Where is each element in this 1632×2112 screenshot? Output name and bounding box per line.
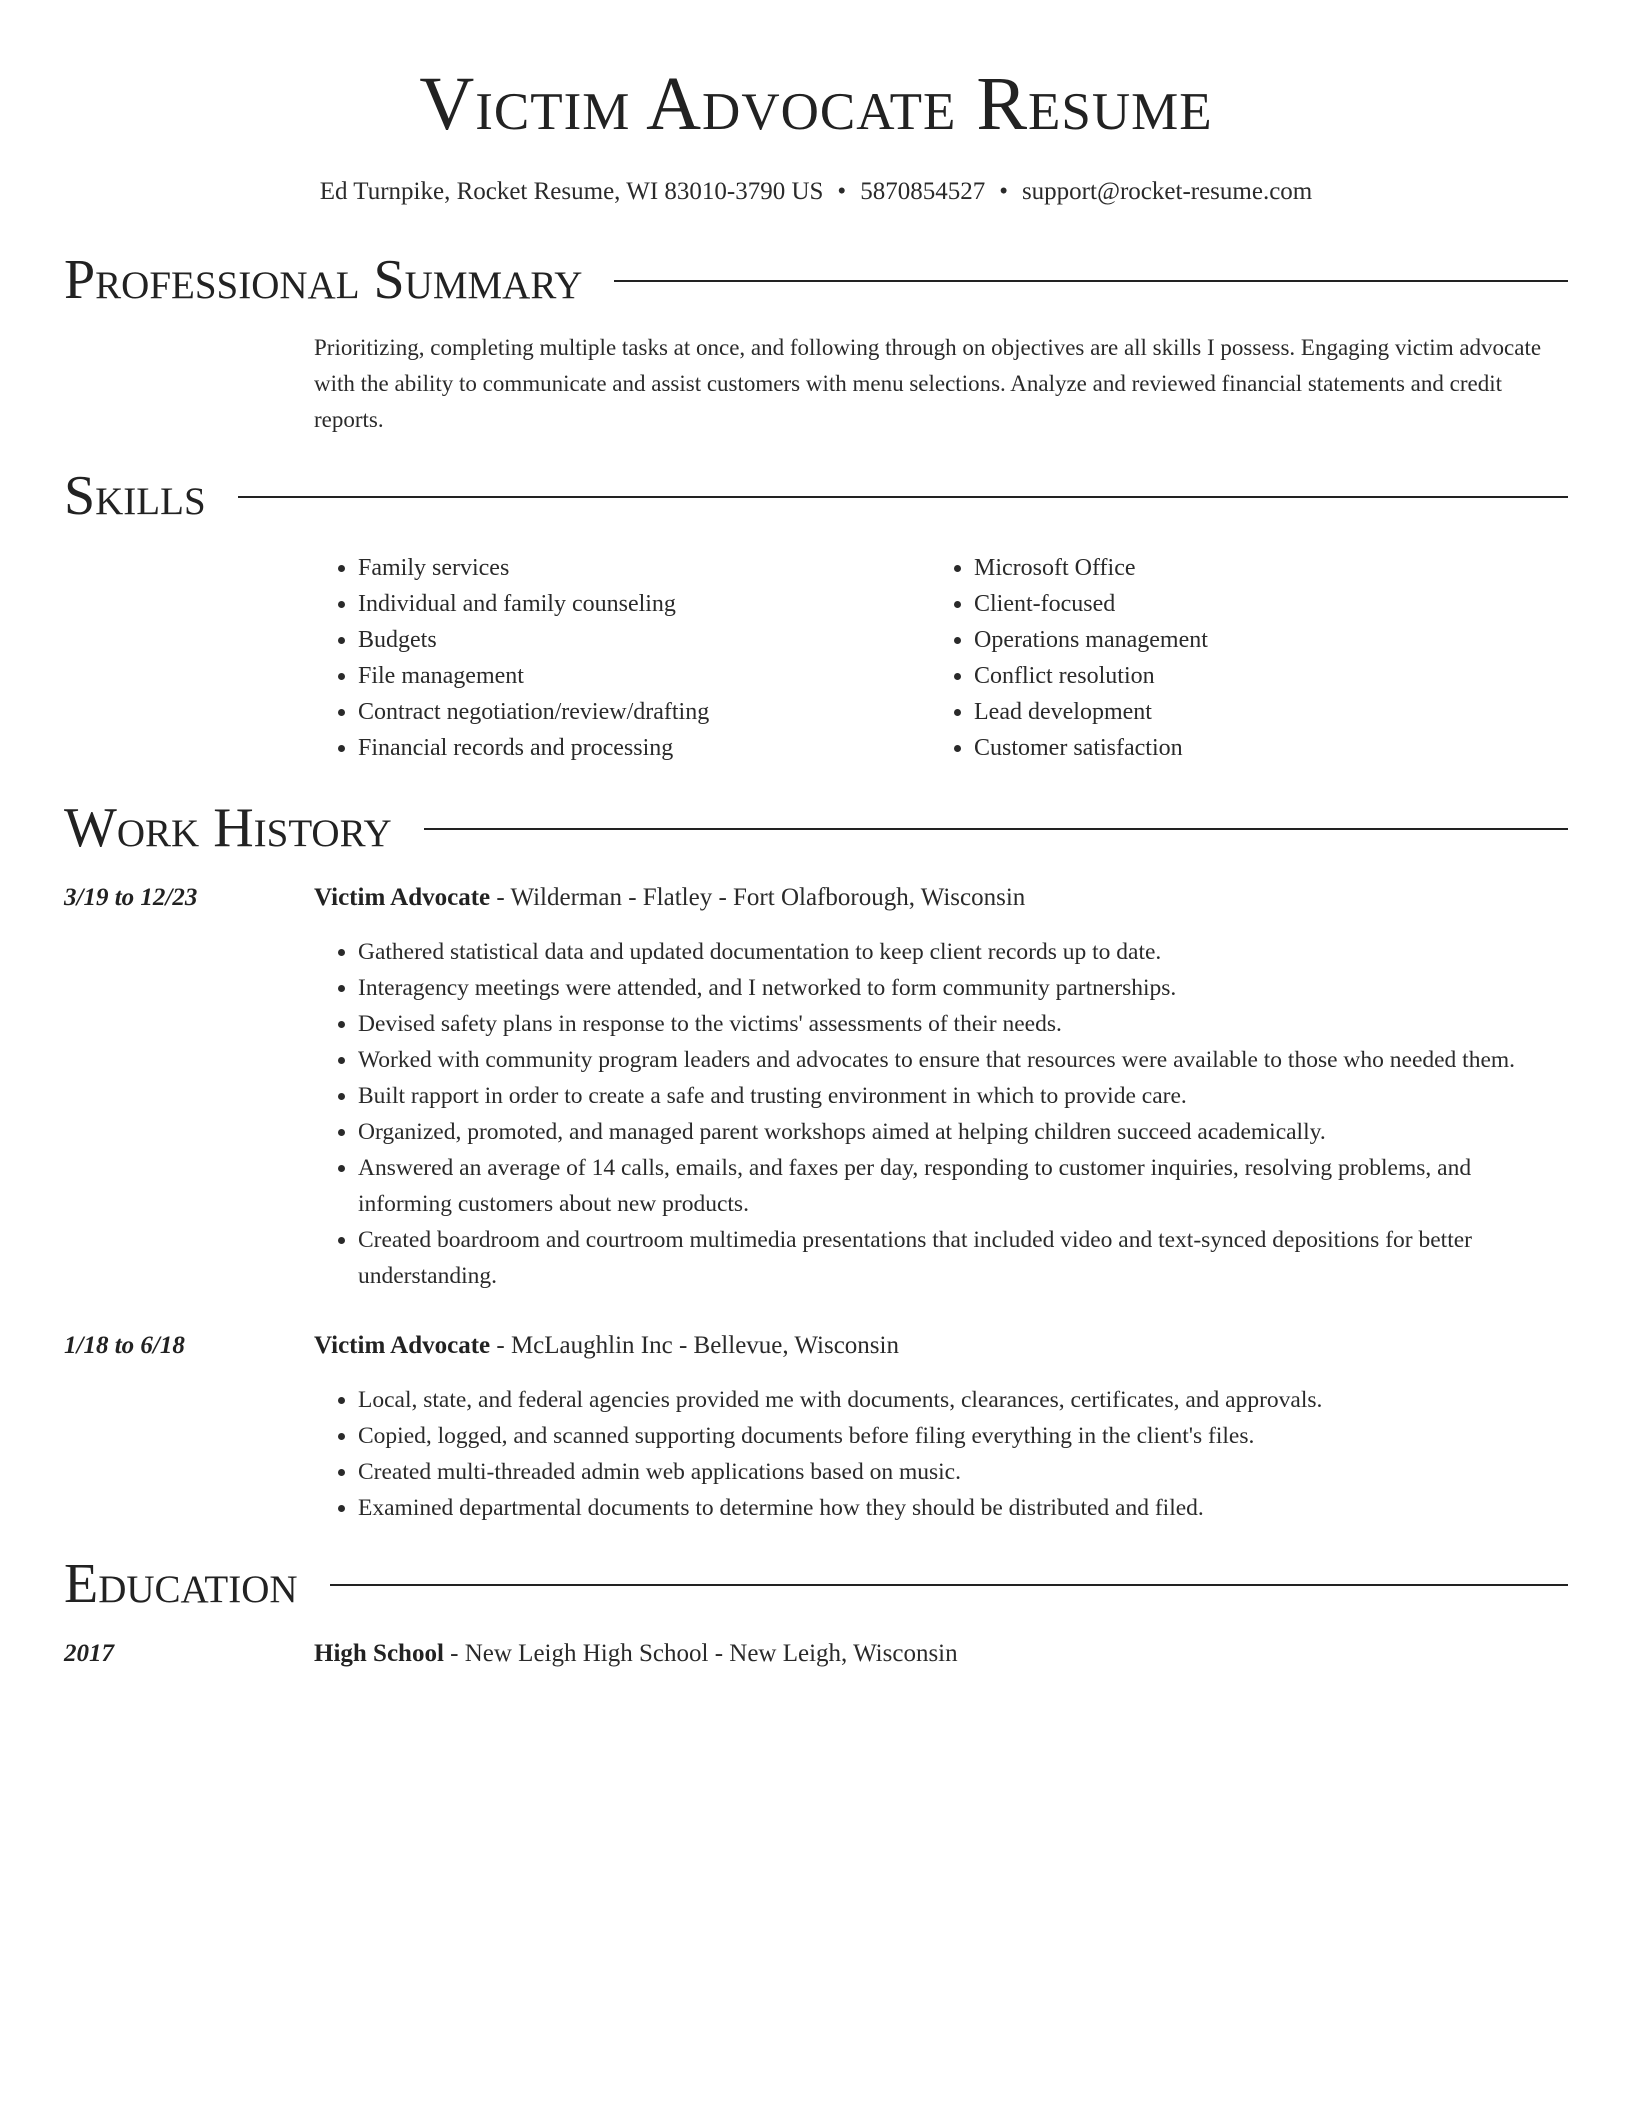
education-heading: Education xyxy=(64,1553,298,1615)
job-heading xyxy=(314,880,1568,916)
summary-section-header xyxy=(64,248,1568,312)
job-bullet: • Answered an average of 14 calls, emails, and faxes per day, responding to customer inquiries, resolving problems, and informing customers about new products. xyxy=(358,1150,1568,1222)
skill-item: • Operations management xyxy=(974,622,1546,658)
skill-item: • Customer satisfaction xyxy=(974,730,1546,766)
job-bullet: • Copied, logged, and scanned supporting documents before filing everything in the client's files. xyxy=(358,1418,1568,1454)
contact-phone: 5870854527 xyxy=(860,178,986,205)
contact-line xyxy=(64,176,1568,208)
summary-heading: Professional Summary xyxy=(64,249,583,311)
skills-column-right xyxy=(930,550,1546,766)
skill-item: • Contract negotiation/review/drafting xyxy=(358,694,930,730)
job-bullet: • Devised safety plans in response to the victims' assessments of their needs. xyxy=(358,1006,1568,1042)
job-heading xyxy=(314,1328,1568,1364)
contact-email: support@rocket-resume.com xyxy=(1021,178,1313,205)
skill-item: • Individual and family counseling xyxy=(358,586,930,622)
job-bullets xyxy=(314,1382,1568,1526)
section-divider xyxy=(424,828,1568,830)
summary-text: Prioritizing, completing multiple tasks at once, and following through on objectives are all skills I possess. Engaging victim advocate with the ability to communicate and assist customers with menu selections. Analyze and reviewed financial statements and credit reports. xyxy=(314,335,1542,432)
job-bullet: • Built rapport in order to create a safe and trusting environment in which to provide care. xyxy=(358,1078,1568,1114)
section-divider xyxy=(614,280,1568,282)
job-entry xyxy=(64,880,1568,1294)
job-title: Victim Advocate xyxy=(314,884,491,911)
skill-item: • Lead development xyxy=(974,694,1546,730)
skills-heading: Skills xyxy=(64,465,206,527)
job-employer: - McLaughlin Inc - Bellevue, Wisconsin xyxy=(490,1332,899,1359)
education-year: 2017 xyxy=(64,1640,114,1667)
contact-separator: • xyxy=(999,178,1008,205)
skill-item: • Microsoft Office xyxy=(974,550,1546,586)
skill-item: • Conflict resolution xyxy=(974,658,1546,694)
contact-address: Ed Turnpike, Rocket Resume, WI 83010-3790 US xyxy=(319,178,824,205)
job-bullet: • Interagency meetings were attended, and I networked to form community partnerships. xyxy=(358,970,1568,1006)
job-details xyxy=(314,880,1568,1294)
work-section-header xyxy=(64,796,1568,860)
job-entry xyxy=(64,1328,1568,1526)
skill-item: • Budgets xyxy=(358,622,930,658)
resume-title: Victim Advocate Resume xyxy=(419,62,1213,146)
education-school: - New Leigh High School - New Leigh, Wisconsin xyxy=(443,1640,958,1667)
work-heading: Work History xyxy=(64,797,392,859)
job-details xyxy=(314,1328,1568,1526)
education-degree: High School xyxy=(314,1640,444,1667)
skill-item: • Family services xyxy=(358,550,930,586)
skill-item: • File management xyxy=(358,658,930,694)
job-dates: 1/18 to 6/18 xyxy=(64,1332,185,1359)
skill-item: • Client-focused xyxy=(974,586,1546,622)
section-divider xyxy=(330,1584,1568,1586)
skills-column-left xyxy=(314,550,930,766)
education-entry xyxy=(64,1636,1568,1672)
job-bullet: • Examined departmental documents to determine how they should be distributed and filed. xyxy=(358,1490,1568,1526)
job-employer: - Wilderman - Flatley - Fort Olafborough, Wisconsin xyxy=(490,884,1026,911)
job-bullet: • Created multi-threaded admin web applications based on music. xyxy=(358,1454,1568,1490)
job-bullet: • Gathered statistical data and updated documentation to keep client records up to date. xyxy=(358,934,1568,970)
education-heading-line xyxy=(314,1636,1568,1672)
job-bullets xyxy=(314,934,1568,1294)
skill-item: • Financial records and processing xyxy=(358,730,930,766)
job-bullet: • Local, state, and federal agencies provided me with documents, clearances, certificates, and approvals. xyxy=(358,1382,1568,1418)
job-bullet: • Created boardroom and courtroom multimedia presentations that included video and text-synced depositions for better understanding. xyxy=(358,1222,1568,1294)
job-title: Victim Advocate xyxy=(314,1332,491,1359)
job-bullet: • Worked with community program leaders and advocates to ensure that resources were available to those who needed them. xyxy=(358,1042,1568,1078)
skills-section-header xyxy=(64,464,1568,528)
section-divider xyxy=(238,496,1568,498)
education-section-header xyxy=(64,1552,1568,1616)
education-details xyxy=(314,1636,1568,1672)
skills-list xyxy=(314,550,1568,766)
contact-separator: • xyxy=(837,178,847,205)
job-bullet: • Organized, promoted, and managed parent workshops aimed at helping children succeed academically. xyxy=(358,1114,1568,1150)
resume-page xyxy=(64,0,1568,1672)
job-dates: 3/19 to 12/23 xyxy=(64,884,198,911)
